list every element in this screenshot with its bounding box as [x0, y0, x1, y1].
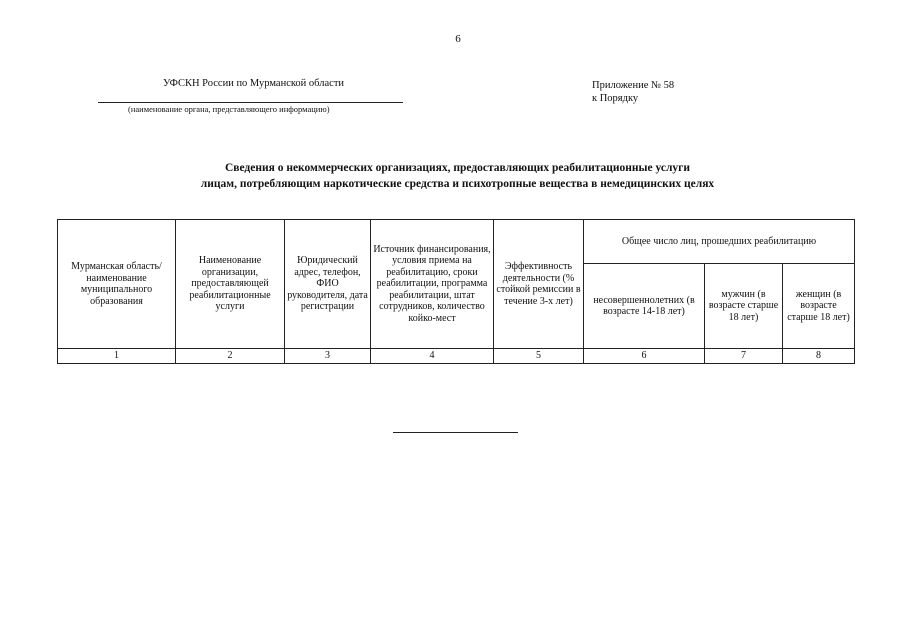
header-region: Мурманская область/ наименование муниципального образования	[58, 220, 176, 349]
appendix-reference	[592, 79, 674, 105]
column-number: 6	[584, 349, 705, 364]
column-number: 4	[371, 349, 494, 364]
header-organization-name: Наименование организации, предоставляющей реабилитационные услуги	[176, 220, 285, 349]
column-number: 8	[783, 349, 855, 364]
header-total-rehabilitated: Общее число лиц, прошедших реабилитацию	[584, 220, 855, 264]
org-caption: (наименование органа, представляющего информацию)	[128, 104, 330, 114]
header-effectiveness: Эффективность деятельности (% стойкой ремиссии в течение 3-х лет)	[494, 220, 584, 349]
org-name: УФСКН России по Мурманской области	[163, 78, 345, 89]
title-line-2: лицам, потребляющим наркотические средства и психотропные вещества в немедицинских целях	[200, 178, 715, 190]
column-number: 7	[705, 349, 783, 364]
footer-separator-line	[393, 432, 518, 433]
header-women: женщин (в возрасте старше 18 лет)	[783, 264, 855, 349]
column-number-row	[58, 349, 855, 364]
header-minors: несовершеннолетних (в возрасте 14-18 лет)	[584, 264, 705, 349]
page-number: 6	[455, 33, 461, 45]
header-men: мужчин (в возрасте старше 18 лет)	[705, 264, 783, 349]
document-title	[60, 160, 855, 192]
column-number: 1	[58, 349, 176, 364]
header-legal-address: Юридический адрес, телефон, ФИО руководителя, дата регистрации	[285, 220, 371, 349]
column-number: 5	[494, 349, 584, 364]
rehabilitation-organizations-table	[57, 219, 855, 364]
org-underline	[98, 102, 403, 103]
column-number: 2	[176, 349, 285, 364]
header-funding-source: Источник финансирования, условия приема на реабилитацию, сроки реабилитации, программа реабилитации, штат сотрудников, количество койко-мест	[371, 220, 494, 349]
title-line-1: Сведения о некоммерческих организациях, предоставляющих реабилитационные услуги	[224, 162, 691, 174]
appendix-order: к Порядку	[592, 93, 639, 104]
column-number: 3	[285, 349, 371, 364]
appendix-number: Приложение № 58	[592, 80, 675, 91]
